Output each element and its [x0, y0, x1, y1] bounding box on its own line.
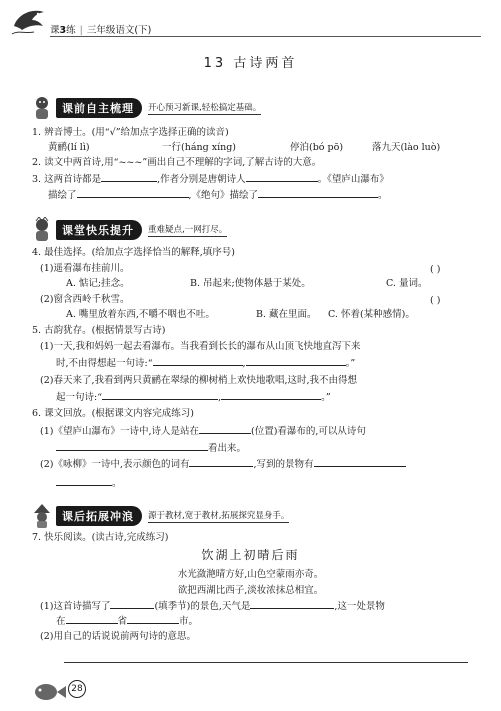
poem-title: 饮湖上初晴后雨: [201, 548, 300, 562]
poem-line: 水光潋滟晴方好,山色空蒙雨亦奇。: [177, 569, 324, 580]
section-note: 重难疑点,一网打尽。: [148, 225, 228, 235]
q7-item: (2)用自己的话说说前两句诗的意思。: [40, 631, 196, 642]
answer-blank[interactable]: [246, 172, 318, 182]
q4-option: B. 藏在里面。: [256, 309, 317, 320]
answer-paren[interactable]: ( ): [430, 295, 441, 306]
q5-item: (1)一天,我和妈妈一起去看瀑布。当我看到长长的瀑布从山顶飞快地直泻下来: [40, 341, 361, 352]
answer-paren[interactable]: ( ): [430, 264, 441, 275]
answer-blank[interactable]: [250, 599, 334, 609]
q7-item-cont: 在 省 市。: [56, 616, 199, 627]
q4-option: C. 量词。: [386, 278, 428, 289]
answer-blank[interactable]: [66, 614, 118, 624]
answer-blank[interactable]: [189, 457, 253, 467]
answer-blank[interactable]: [110, 599, 154, 609]
poem-line: 欲把西湖比西子,淡妆浓抹总相宜。: [177, 585, 324, 596]
page-number: [28, 676, 88, 706]
question-5: 5. 古韵犹存。(根据情景写古诗): [32, 325, 166, 336]
grade-label: 三年级语文(下): [86, 25, 152, 36]
answer-blank[interactable]: [77, 188, 189, 198]
q1-option: 停泊(bó pō): [290, 142, 344, 153]
answer-blank[interactable]: [314, 457, 406, 467]
q7-item: (1)这首诗描写了 (填季节)的景色,天气是 ,这一处景物: [40, 601, 385, 612]
question-1: 1. 辨音博士。(用“√”给加点字选择正确的读音): [32, 127, 229, 138]
series-label: 课3练 | 三年级语文(下): [50, 25, 152, 36]
answer-blank[interactable]: [127, 614, 179, 624]
section-note: 开心预习新课,轻松搞定基础。: [148, 103, 262, 113]
question-3-cont: 描绘了 ,《绝句》描绘了 。: [48, 190, 388, 201]
q5-item-cont: 起一句诗:“ , 。”: [56, 392, 331, 403]
answer-blank[interactable]: [246, 356, 346, 366]
q5-item-cont: 时,不由得想起一句诗:“ , 。”: [56, 358, 356, 369]
question-7: 7. 快乐阅读。(读古诗,完成练习): [32, 532, 169, 543]
answer-blank[interactable]: [199, 424, 251, 434]
page-number-label: 28: [68, 680, 86, 698]
mascot-icon: [30, 217, 54, 243]
q4-option: A. 嘴里放着东西,不嚼不咽也不吐。: [66, 309, 215, 320]
section-banner-class: [30, 220, 227, 240]
q4-option: C. 怀着(某种感情)。: [328, 309, 415, 320]
section-note: 源于教材,宽于教材,拓展探究显身手。: [148, 511, 290, 521]
q6-item-cont: 看出来。: [56, 441, 246, 456]
q6-item-cont: 。: [56, 476, 122, 491]
q4-option: A. 惦记;挂念。: [66, 278, 130, 289]
question-6: 6. 课文回放。(根据课文内容完成练习): [32, 408, 194, 419]
question-2: 2. 读文中两首诗,用“~~~”画出自己不理解的字词,了解古诗的大意。: [32, 157, 322, 168]
answer-blank[interactable]: [258, 188, 378, 198]
page-title: 13 古诗两首: [203, 56, 298, 71]
answer-blank[interactable]: [101, 172, 157, 182]
dolphin-logo-icon: [10, 4, 48, 38]
mascot-icon: [30, 503, 54, 529]
section-title: 课堂快乐提升: [56, 220, 142, 240]
q1-option: 一行(háng xíng): [162, 142, 237, 153]
section-banner-preview: [30, 98, 261, 118]
question-4: 4. 最佳选择。(给加点字选择恰当的解释,填序号): [32, 247, 236, 258]
section-title: 课后拓展冲浪: [56, 506, 142, 526]
q4-option: B. 吊起来;使物体悬于某处。: [190, 278, 311, 289]
answer-blank[interactable]: [102, 390, 218, 400]
answer-blank[interactable]: [56, 441, 208, 451]
question-3: 3. 这两首诗都是 ,作者分别是唐朝诗人 。《望庐山瀑布》: [32, 174, 389, 185]
header-divider: [50, 36, 481, 37]
answer-line[interactable]: [64, 662, 468, 663]
answer-blank[interactable]: [153, 356, 243, 366]
q5-item: (2)春天来了,我看到两只黄鹂在翠绿的柳树梢上欢快地歌唱,这时,我不由得想: [40, 375, 358, 386]
q1-option: 落九天(lào luò): [372, 142, 441, 153]
answer-blank[interactable]: [56, 476, 112, 486]
page-header: [0, 0, 501, 44]
q6-item: (2)《咏柳》一诗中,表示颜色的词有 ,写到的景物有: [40, 457, 406, 472]
q4-item: (1)遥看瀑布挂前川。: [40, 263, 130, 274]
answer-blank[interactable]: [221, 390, 321, 400]
fish-icon: [28, 676, 68, 706]
mascot-icon: [30, 95, 54, 121]
section-title: 课前自主梳理: [56, 98, 142, 118]
section-banner-extension: [30, 506, 289, 526]
q6-item: (1)《望庐山瀑布》一诗中,诗人是站在 (位置)看瀑布的,可以从诗句: [40, 426, 366, 437]
q4-item: (2)窗含西岭千秋雪。: [40, 294, 130, 305]
q1-option: 黄鹂(lí lì): [48, 142, 90, 153]
